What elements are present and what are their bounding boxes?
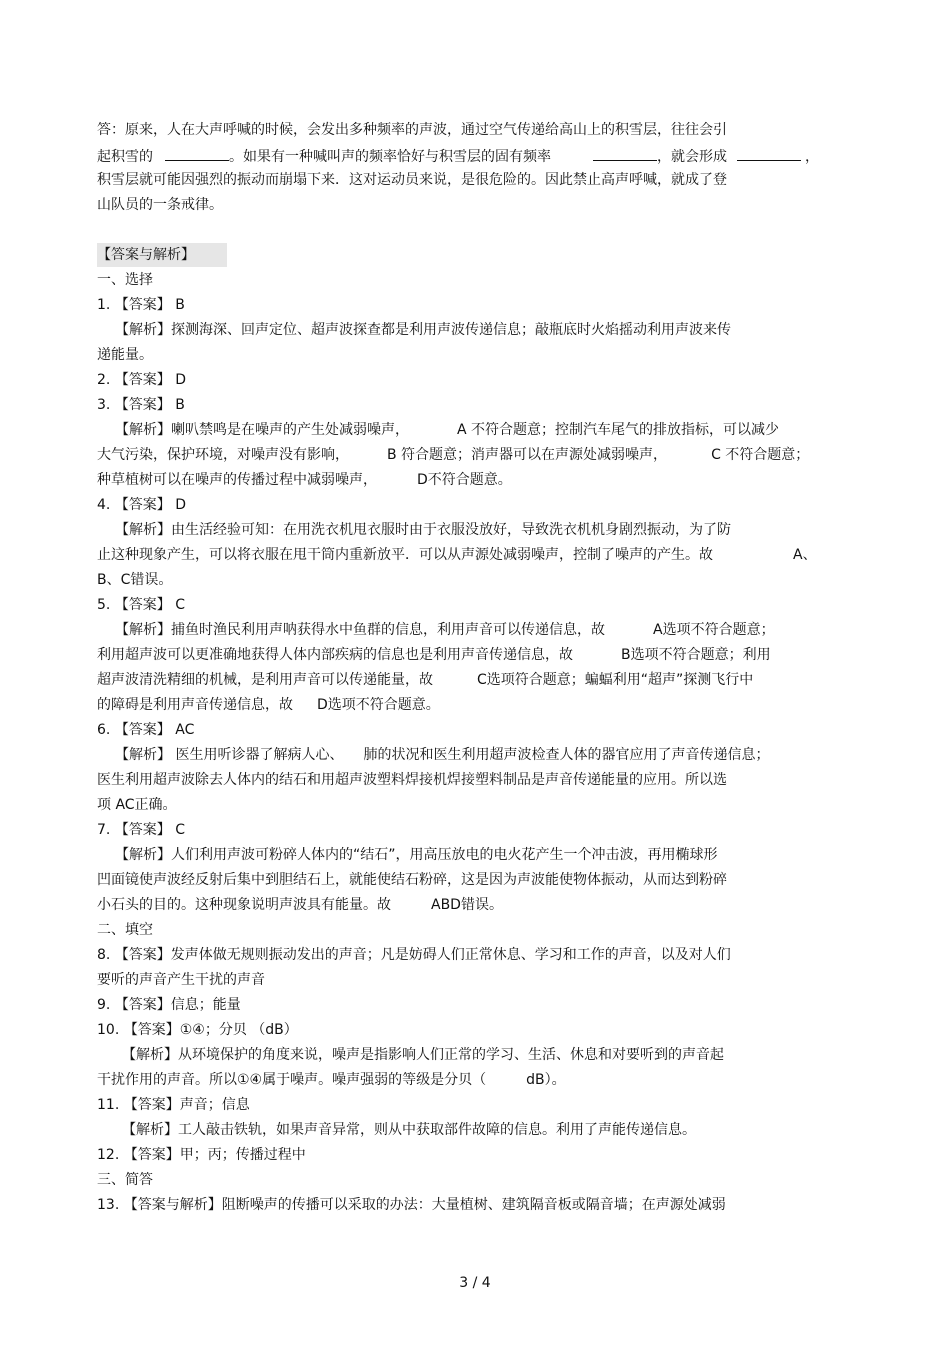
explanation-text: C 不符合题意； bbox=[711, 447, 810, 463]
explanation-text: 大气污染，保护环境，对噪声没有影响， bbox=[97, 447, 349, 463]
explanation-text: 【解析】喇叭禁鸣是在噪声的产生处减弱噪声， bbox=[115, 422, 409, 438]
answer-line: 1. 【答案】 B bbox=[97, 297, 185, 313]
explanation-text: D选项不符合题意。 bbox=[317, 697, 440, 713]
explanation-line bbox=[97, 445, 809, 465]
section-title: 三、简答 bbox=[97, 1172, 153, 1188]
answer-line: 要听的声音产生干扰的声音 bbox=[97, 972, 265, 988]
answer-line: 10. 【答案】①④；分贝 （dB） bbox=[97, 1022, 298, 1038]
fill-blank bbox=[737, 145, 801, 161]
explanation-text: 干扰作用的声音。所以①④属于噪声。噪声强弱的等级是分贝（ bbox=[97, 1072, 487, 1088]
intro-text: ， bbox=[805, 149, 819, 165]
intro-line-1: 答：原来，人在大声呼喊的时候，会发出多种频率的声波，通过空气传递给高山上的积雪层，往往会引 bbox=[97, 122, 727, 138]
explanation-line bbox=[97, 645, 771, 665]
page-number: 3 / 4 bbox=[459, 1275, 491, 1291]
answer-section-header: 【答案与解析】 bbox=[97, 243, 227, 267]
explanation-line: 项 AC正确。 bbox=[97, 797, 177, 813]
explanation-text: 超声波清洗精细的机械，是利用声音可以传递能量，故 bbox=[97, 672, 433, 688]
explanation-line: 【解析】探测海深、回声定位、超声波探查都是利用声波传递信息；敲瓶底时火焰摇动利用声波来传 bbox=[115, 322, 731, 338]
explanation-text: 【解析】 医生用听诊器了解病人心、 bbox=[115, 747, 344, 763]
explanation-line bbox=[97, 545, 817, 565]
explanation-text: 种草植树可以在噪声的传播过程中减弱噪声， bbox=[97, 472, 377, 488]
intro-text: 。如果有一种喊叫声的频率恰好与积雪层的固有频率 bbox=[229, 149, 551, 165]
explanation-line bbox=[97, 895, 503, 915]
intro-text: 起积雪的 bbox=[97, 149, 153, 165]
answer-line: 2. 【答案】 D bbox=[97, 372, 187, 388]
explanation-text: dB）。 bbox=[526, 1072, 566, 1088]
explanation-line: 【解析】工人敲击铁轨，如果声音异常，则从中获取部件故障的信息。利用了声能传递信息。 bbox=[122, 1122, 696, 1138]
explanation-text: ABD错误。 bbox=[431, 897, 503, 913]
explanation-line: 【解析】从环境保护的角度来说，噪声是指影响人们正常的学习、生活、休息和对要听到的声音起 bbox=[122, 1047, 724, 1063]
intro-line-4: 山队员的一条戒律。 bbox=[97, 197, 223, 213]
explanation-line bbox=[97, 1070, 566, 1090]
explanation-line bbox=[97, 695, 440, 715]
fill-blank bbox=[165, 145, 229, 161]
explanation-text: C选项符合题意；蝙蝠利用“超声”探测飞行中 bbox=[477, 672, 754, 688]
explanation-line: 医生利用超声波除去人体内的结石和用超声波塑料焊接机焊接塑料制品是声音传递能量的应用。所以选 bbox=[97, 772, 727, 788]
intro-line-2 bbox=[97, 145, 819, 167]
explanation-line bbox=[115, 745, 769, 765]
answer-line: 6. 【答案】 AC bbox=[97, 722, 195, 738]
answer-line: 11. 【答案】声音；信息 bbox=[97, 1097, 250, 1113]
intro-text: ，就会形成 bbox=[657, 149, 727, 165]
answer-line: 9. 【答案】信息；能量 bbox=[97, 997, 241, 1013]
explanation-line: 【解析】人们利用声波可粉碎人体内的“结石”，用高压放电的电火花产生一个冲击波，再用椭球形 bbox=[115, 847, 718, 863]
explanation-line: B、C错误。 bbox=[97, 572, 173, 588]
answer-line: 3. 【答案】 B bbox=[97, 397, 185, 413]
intro-line-3: 积雪层就可能因强烈的振动而崩塌下来．这对运动员来说，是很危险的。因此禁止高声呼喊，就成了登 bbox=[97, 172, 727, 188]
answer-line: 8. 【答案】发声体做无规则振动发出的声音；凡是妨碍人们正常休息、学习和工作的声音，以及对人们 bbox=[97, 947, 731, 963]
explanation-line bbox=[97, 470, 512, 490]
explanation-text: B选项不符合题意；利用 bbox=[621, 647, 771, 663]
explanation-line bbox=[115, 620, 775, 640]
explanation-text: 利用超声波可以更准确地获得人体内部疾病的信息也是利用声音传递信息，故 bbox=[97, 647, 573, 663]
explanation-text: 【解析】捕鱼时渔民利用声呐获得水中鱼群的信息，利用声音可以传递信息，故 bbox=[115, 622, 605, 638]
answer-line: 12. 【答案】甲；丙；传播过程中 bbox=[97, 1147, 306, 1163]
answer-line: 4. 【答案】 D bbox=[97, 497, 187, 513]
explanation-text: D不符合题意。 bbox=[417, 472, 512, 488]
explanation-text: B 符合题意；消声器可以在声源处减弱噪声， bbox=[387, 447, 668, 463]
fill-blank bbox=[593, 145, 657, 161]
explanation-text: A、 bbox=[793, 547, 817, 563]
section-title: 一、选择 bbox=[97, 272, 153, 288]
explanation-text: 肺的状况和医生利用超声波检查人体的器官应用了声音传递信息； bbox=[363, 747, 770, 763]
explanation-line: 【解析】由生活经验可知：在用洗衣机甩衣服时由于衣服没放好，导致洗衣机机身剧烈振动，为了防 bbox=[115, 522, 731, 538]
explanation-text: 止这种现象产生，可以将衣服在甩干筒内重新放平．可以从声源处减弱噪声，控制了噪声的产生。故 bbox=[97, 547, 713, 563]
explanation-text: 的障碍是利用声音传递信息，故 bbox=[97, 697, 293, 713]
answer-line: 7. 【答案】 C bbox=[97, 822, 186, 838]
answer-line: 5. 【答案】 C bbox=[97, 597, 186, 613]
answer-line: 13. 【答案与解析】阻断噪声的传播可以采取的办法：大量植树、建筑隔音板或隔音墙；在声源处减弱 bbox=[97, 1197, 726, 1213]
explanation-line: 递能量。 bbox=[97, 347, 153, 363]
section-title: 二、填空 bbox=[97, 922, 153, 938]
explanation-line: 凹面镜使声波经反射后集中到胆结石上，就能使结石粉碎，这是因为声波能使物体振动，从而达到粉碎 bbox=[97, 872, 727, 888]
explanation-text: A 不符合题意；控制汽车尾气的排放指标，可以减少 bbox=[457, 422, 780, 438]
explanation-text: A选项不符合题意； bbox=[653, 622, 775, 638]
explanation-text: 小石头的目的。这种现象说明声波具有能量。故 bbox=[97, 897, 391, 913]
explanation-line bbox=[97, 670, 753, 690]
explanation-line bbox=[115, 420, 779, 440]
